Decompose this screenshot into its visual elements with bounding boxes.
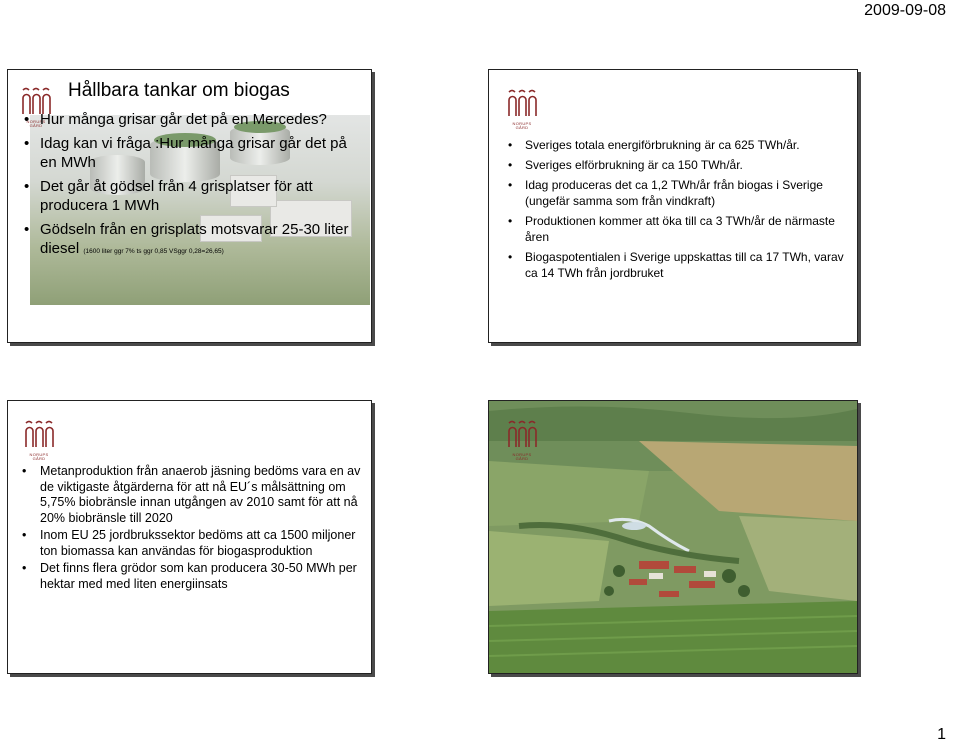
page-number: 1	[937, 726, 946, 743]
list-item: • Det går åt gödsel från 4 grisplatser för att producera 1 MWh	[22, 177, 367, 215]
slide-3-bullets	[18, 464, 363, 594]
list-item: • Det finns flera grödor som kan producera 30-50 MWh per hektar med med liten energiinsats	[18, 561, 363, 592]
logo-text: NORUPS GÅRD	[29, 452, 49, 461]
list-item: • Hur många grisar går det på en Mercedes?	[22, 110, 367, 129]
slide-2	[488, 69, 858, 343]
logo-mark-icon	[23, 415, 55, 453]
slide-2-bullets	[505, 137, 850, 285]
calculation-note: (1600 liter ggr 7% ts ggr 0,85 VSggr 0,28=26,65)	[83, 248, 224, 255]
list-item: • Sveriges totala energiförbrukning är ca 625 TWh/år.	[505, 137, 850, 153]
logo-text: NORUPS GÅRD	[26, 119, 46, 128]
logo-text: NORUPS GÅRD	[512, 121, 532, 130]
logo-mark-icon	[506, 84, 538, 122]
list-item: • Biogaspotentialen i Sverige uppskattas till ca 17 TWh, varav ca 14 TWh från jordbruket	[505, 249, 850, 281]
slide-4	[488, 400, 858, 674]
list-item: • Inom EU 25 jordbrukssektor bedöms att ca 1500 miljoner ton biomassa kan användas för biogasproduktion	[18, 528, 363, 559]
slide-1-bullets	[22, 110, 367, 266]
company-logo	[506, 415, 538, 461]
list-item: • Produktionen kommer att öka till ca 3 TWh/år de närmaste åren	[505, 213, 850, 245]
page-date: 2009-09-08	[864, 2, 946, 19]
logo-text: NORUPS GÅRD	[512, 452, 532, 461]
company-logo	[23, 415, 55, 461]
list-item: • Gödseln från en grisplats motsvarar 25-30 liter diesel (1600 liter ggr 7% ts ggr 0,85 VSggr 0,28=26,65)	[22, 220, 367, 261]
slide-title: Hållbara tankar om biogas	[68, 80, 290, 101]
slide-1	[7, 69, 372, 343]
list-item: • Sveriges elförbrukning är ca 150 TWh/år.	[505, 157, 850, 173]
company-logo	[506, 84, 538, 130]
slide-3	[7, 400, 372, 674]
list-item: • Metanproduktion från anaerob jäsning bedöms vara en av de viktigaste åtgärderna för att nå EU´s målsättning om 5,75% biobränsle innan utgången av 2010 samt för att nå 20% biobränsle till 2020	[18, 464, 363, 526]
list-item: • Idag kan vi fråga :Hur många grisar går det på en MWh	[22, 134, 367, 172]
aerial-farm-photo	[489, 401, 857, 673]
list-item: • Idag produceras det ca 1,2 TWh/år från biogas i Sverige (ungefär samma som från vindkraft)	[505, 177, 850, 209]
logo-mark-icon	[506, 415, 538, 453]
